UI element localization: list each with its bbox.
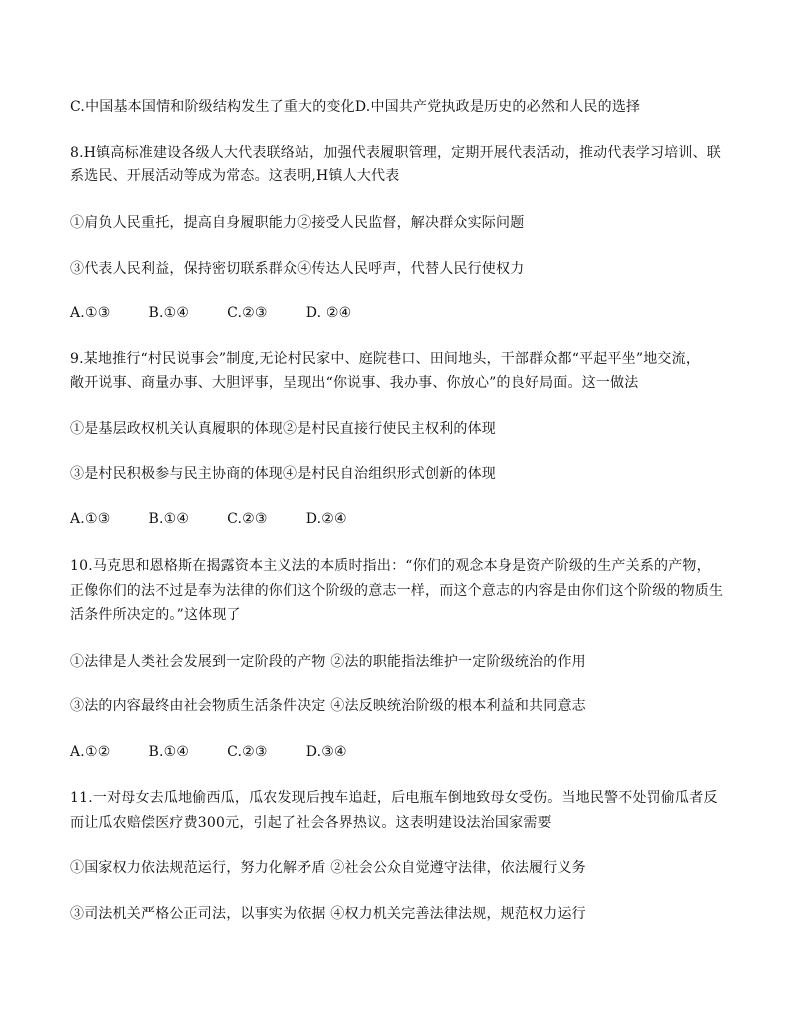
q10-option-a: A.①②	[70, 744, 111, 760]
q10-stem-line-3: 活条件所决定的。”这体现了	[70, 607, 241, 623]
q8-stem-line-2: 系选民、开展活动等成为常态。这表明,H镇人大代表	[70, 168, 400, 184]
q8-option-a: A.①③	[70, 305, 111, 321]
q11-stem-line-2: 而让瓜农赔偿医疗费300元，引起了社会各界热议。这表明建设法治国家需要	[70, 815, 552, 831]
q9-option-d: D.②④	[305, 511, 347, 527]
q9-statements-2: ③是村民积极参与民主协商的体现④是村民自治组织形式创新的体现	[70, 466, 496, 482]
q11-statements-1: ①国家权力依法规范运行，努力化解矛盾 ②社会公众自觉遵守法律，依法履行义务	[70, 860, 586, 876]
q9-stem-line-1: 9.某地推行“村民说事会”制度,无论村民家中、庭院巷口、田间地头，干部群众都“平起平坐”地交流，	[70, 351, 701, 367]
q9-option-a: A.①③	[70, 511, 111, 527]
q9-stem-line-2: 敞开说事、商量办事、大胆评事，呈现出“你说事、我办事、你放心”的良好局面。这一做法	[70, 375, 639, 391]
q11-statements-2: ③司法机关严格公正司法，以事实为依据 ④权力机关完善法律法规，规范权力运行	[70, 906, 586, 922]
q10-statements-1: ①法律是人类社会发展到一定阶段的产物 ②法的职能指法维护一定阶级统治的作用	[70, 654, 586, 670]
q10-option-c: C.②③	[227, 744, 268, 760]
q10-options	[70, 741, 730, 763]
q8-statements-1: ①肩负人民重托，提高自身履职能力②接受人民监督，解决群众实际问题	[70, 215, 525, 231]
q10-statements-2: ③法的内容最终由社会物质生活条件决定 ④法反映统治阶级的根本利益和共同意志	[70, 698, 586, 714]
q9-option-c: C.②③	[227, 511, 268, 527]
q9-options	[70, 508, 730, 530]
q10-option-d: D.③④	[305, 744, 347, 760]
q9-statements-1: ①是基层政权机关认真履职的体现②是村民直接行使民主权利的体现	[70, 421, 496, 437]
q11-stem-line-1: 11.一对母女去瓜地偷西瓜，瓜农发现后拽车追赶，后电瓶车倒地致母女受伤。当地民警不处罚偷瓜者反	[70, 790, 718, 806]
q8-option-d: D. ②④	[305, 305, 352, 321]
q8-option-c: C.②③	[227, 305, 268, 321]
q9-option-b: B.①④	[148, 511, 190, 527]
q10-stem-line-1: 10.马克思和恩格斯在揭露资本主义法的本质时指出：“你们的观念本身是资产阶级的生产关系的产物，	[70, 558, 711, 574]
q8-stem-line-1: 8.H镇高标准建设各级人大代表联络站，加强代表履职管理，定期开展代表活动，推动代表学习培训、联	[70, 145, 721, 161]
q8-options	[70, 302, 730, 324]
q8-statements-2: ③代表人民利益，保持密切联系群众④传达人民呼声，代替人民行使权力	[70, 261, 525, 277]
q10-stem-line-2: 正像你们的法不过是奉为法律的你们这个阶级的意志一样，而这个意志的内容是由你们这个阶级的物质生	[70, 583, 724, 599]
q7-options-cd: C.中国基本国情和阶级结构发生了重大的变化D.中国共产党执政是历史的必然和人民的选择	[70, 99, 641, 115]
q10-option-b: B.①④	[148, 744, 190, 760]
q8-option-b: B.①④	[148, 305, 190, 321]
